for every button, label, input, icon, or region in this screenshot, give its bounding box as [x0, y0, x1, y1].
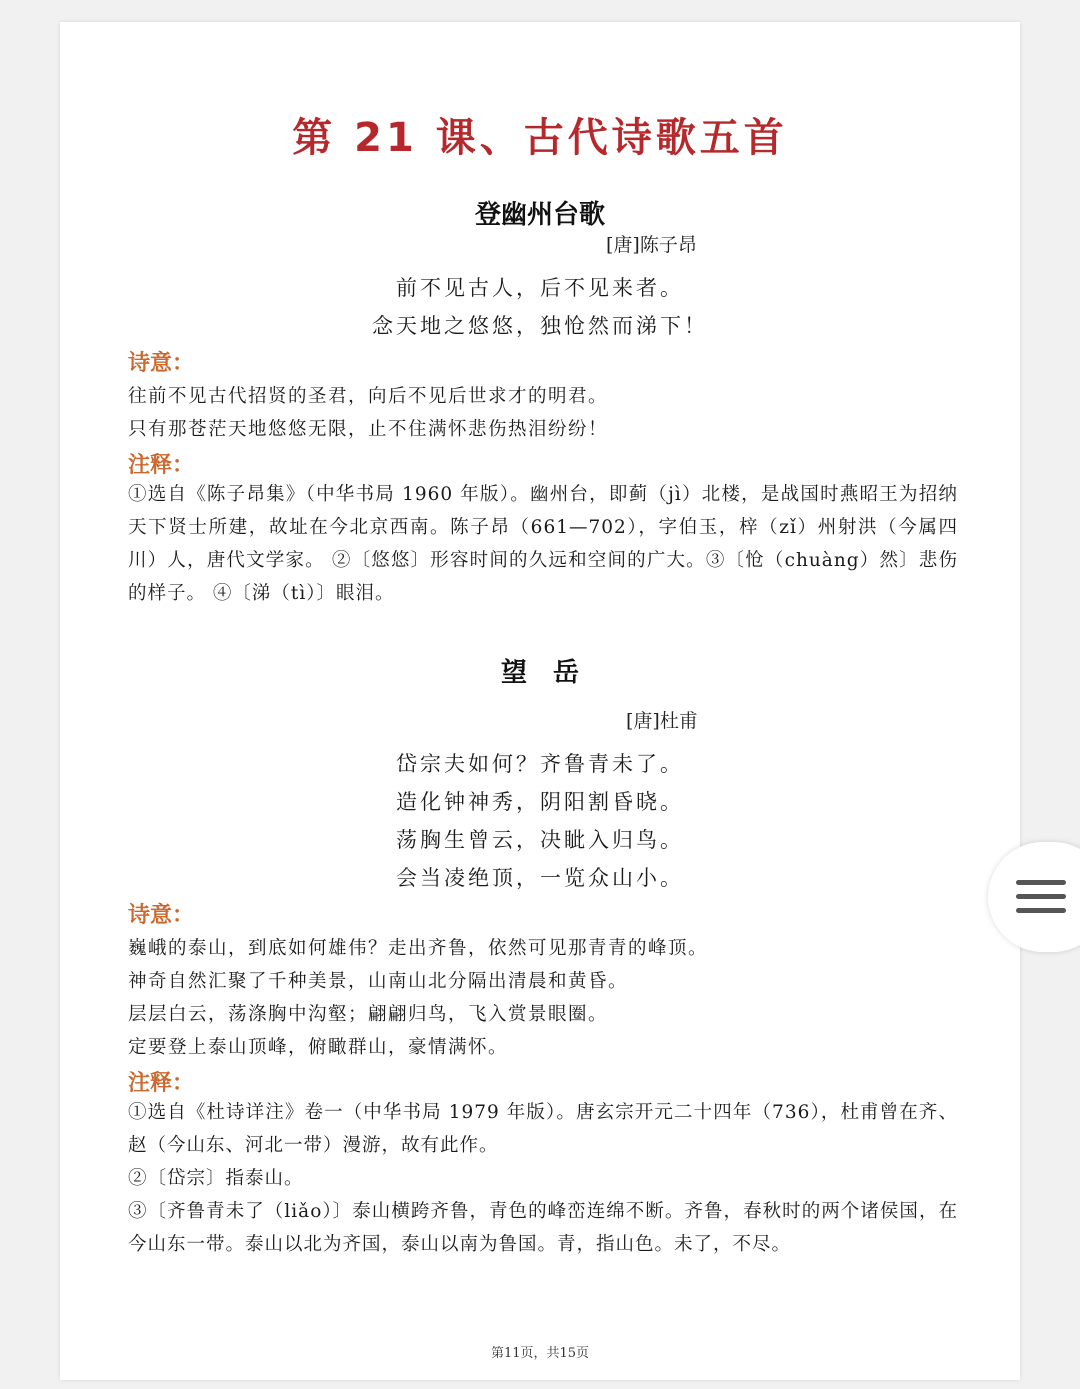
poem2-meaning-heading: 诗意：: [128, 903, 195, 928]
poem2-meaning-line-4: 定要登上泰山顶峰，俯瞰群山，豪情满怀。: [128, 1037, 509, 1058]
poem2-meaning-line-3: 层层白云，荡涤胸中沟壑；翩翩归鸟，飞入赏景眼圈。: [128, 1004, 609, 1025]
poem2-title: 望 岳: [500, 658, 579, 688]
poem1-title: 登幽州台歌: [474, 200, 605, 230]
poem2-author: [唐]杜甫: [626, 710, 698, 732]
poem2-line-4: 会当凌绝顶，一览众山小。: [396, 866, 684, 890]
poem2-line-3: 荡胸生曾云，决眦入归鸟。: [396, 828, 684, 852]
poem2-meaning-line-2: 神奇自然汇聚了千种美景，山南山北分隔出清晨和黄昏。: [128, 971, 629, 992]
poem2-line-1: 岱宗夫如何？齐鲁青未了。: [396, 752, 684, 776]
poem2-note-3: ③〔齐鲁青未了（liǎo）〕泰山横跨齐鲁，青色的峰峦连绵不断。齐鲁，春秋时的两个诸侯国，在今山东一带。泰山以北为齐国，泰山以南为鲁国。青，指山色。未了，不尽。: [128, 1201, 958, 1255]
page-footer: 第11页，共15页: [490, 1346, 590, 1361]
poem1-line-1: 前不见古人，后不见来者。: [396, 276, 684, 300]
poem1-notes: ①选自《陈子昂集》（中华书局 1960 年版）。幽州台，即蓟（jì）北楼，是战国时燕昭王为招纳天下贤士所建，故址在今北京西南。陈子昂（661—702），字伯玉，梓（zǐ）州射洪（今属四川）人，唐代文学家。 ②〔悠悠〕形容时间的久远和空间的广大。③〔怆（chuàng）然〕悲伤的样子。 ④〔涕（tì）〕眼泪。: [128, 484, 958, 604]
lesson-title: 第 21 课、古代诗歌五首: [292, 115, 788, 161]
poem2-notes-heading: 注释：: [128, 1071, 195, 1096]
poem1-meaning-line-2: 只有那苍茫天地悠悠无限，止不住满怀悲伤热泪纷纷！: [128, 419, 609, 440]
poem1-author: [唐]陈子昂: [606, 234, 697, 256]
document-page: [60, 22, 1020, 1380]
poem1-meaning-line-1: 往前不见古代招贤的圣君，向后不见后世求才的明君。: [128, 386, 609, 407]
poem1-meaning-heading: 诗意：: [128, 351, 195, 376]
poem1-notes-heading: 注释：: [128, 453, 195, 478]
poem2-line-2: 造化钟神秀，阴阳割昏晓。: [396, 790, 684, 814]
poem2-meaning-line-1: 巍峨的泰山，到底如何雄伟？走出齐鲁，依然可见那青青的峰顶。: [128, 938, 709, 959]
hamburger-menu-icon: [1016, 880, 1066, 914]
poem1-line-2: 念天地之悠悠，独怆然而涕下！: [372, 314, 708, 338]
poem2-note-1: ①选自《杜诗详注》卷一（中华书局 1979 年版）。唐玄宗开元二十四年（736），杜甫曾在齐、赵（今山东、河北一带）漫游，故有此作。: [128, 1102, 958, 1156]
poem2-note-2: ②〔岱宗〕指泰山。: [128, 1168, 304, 1189]
